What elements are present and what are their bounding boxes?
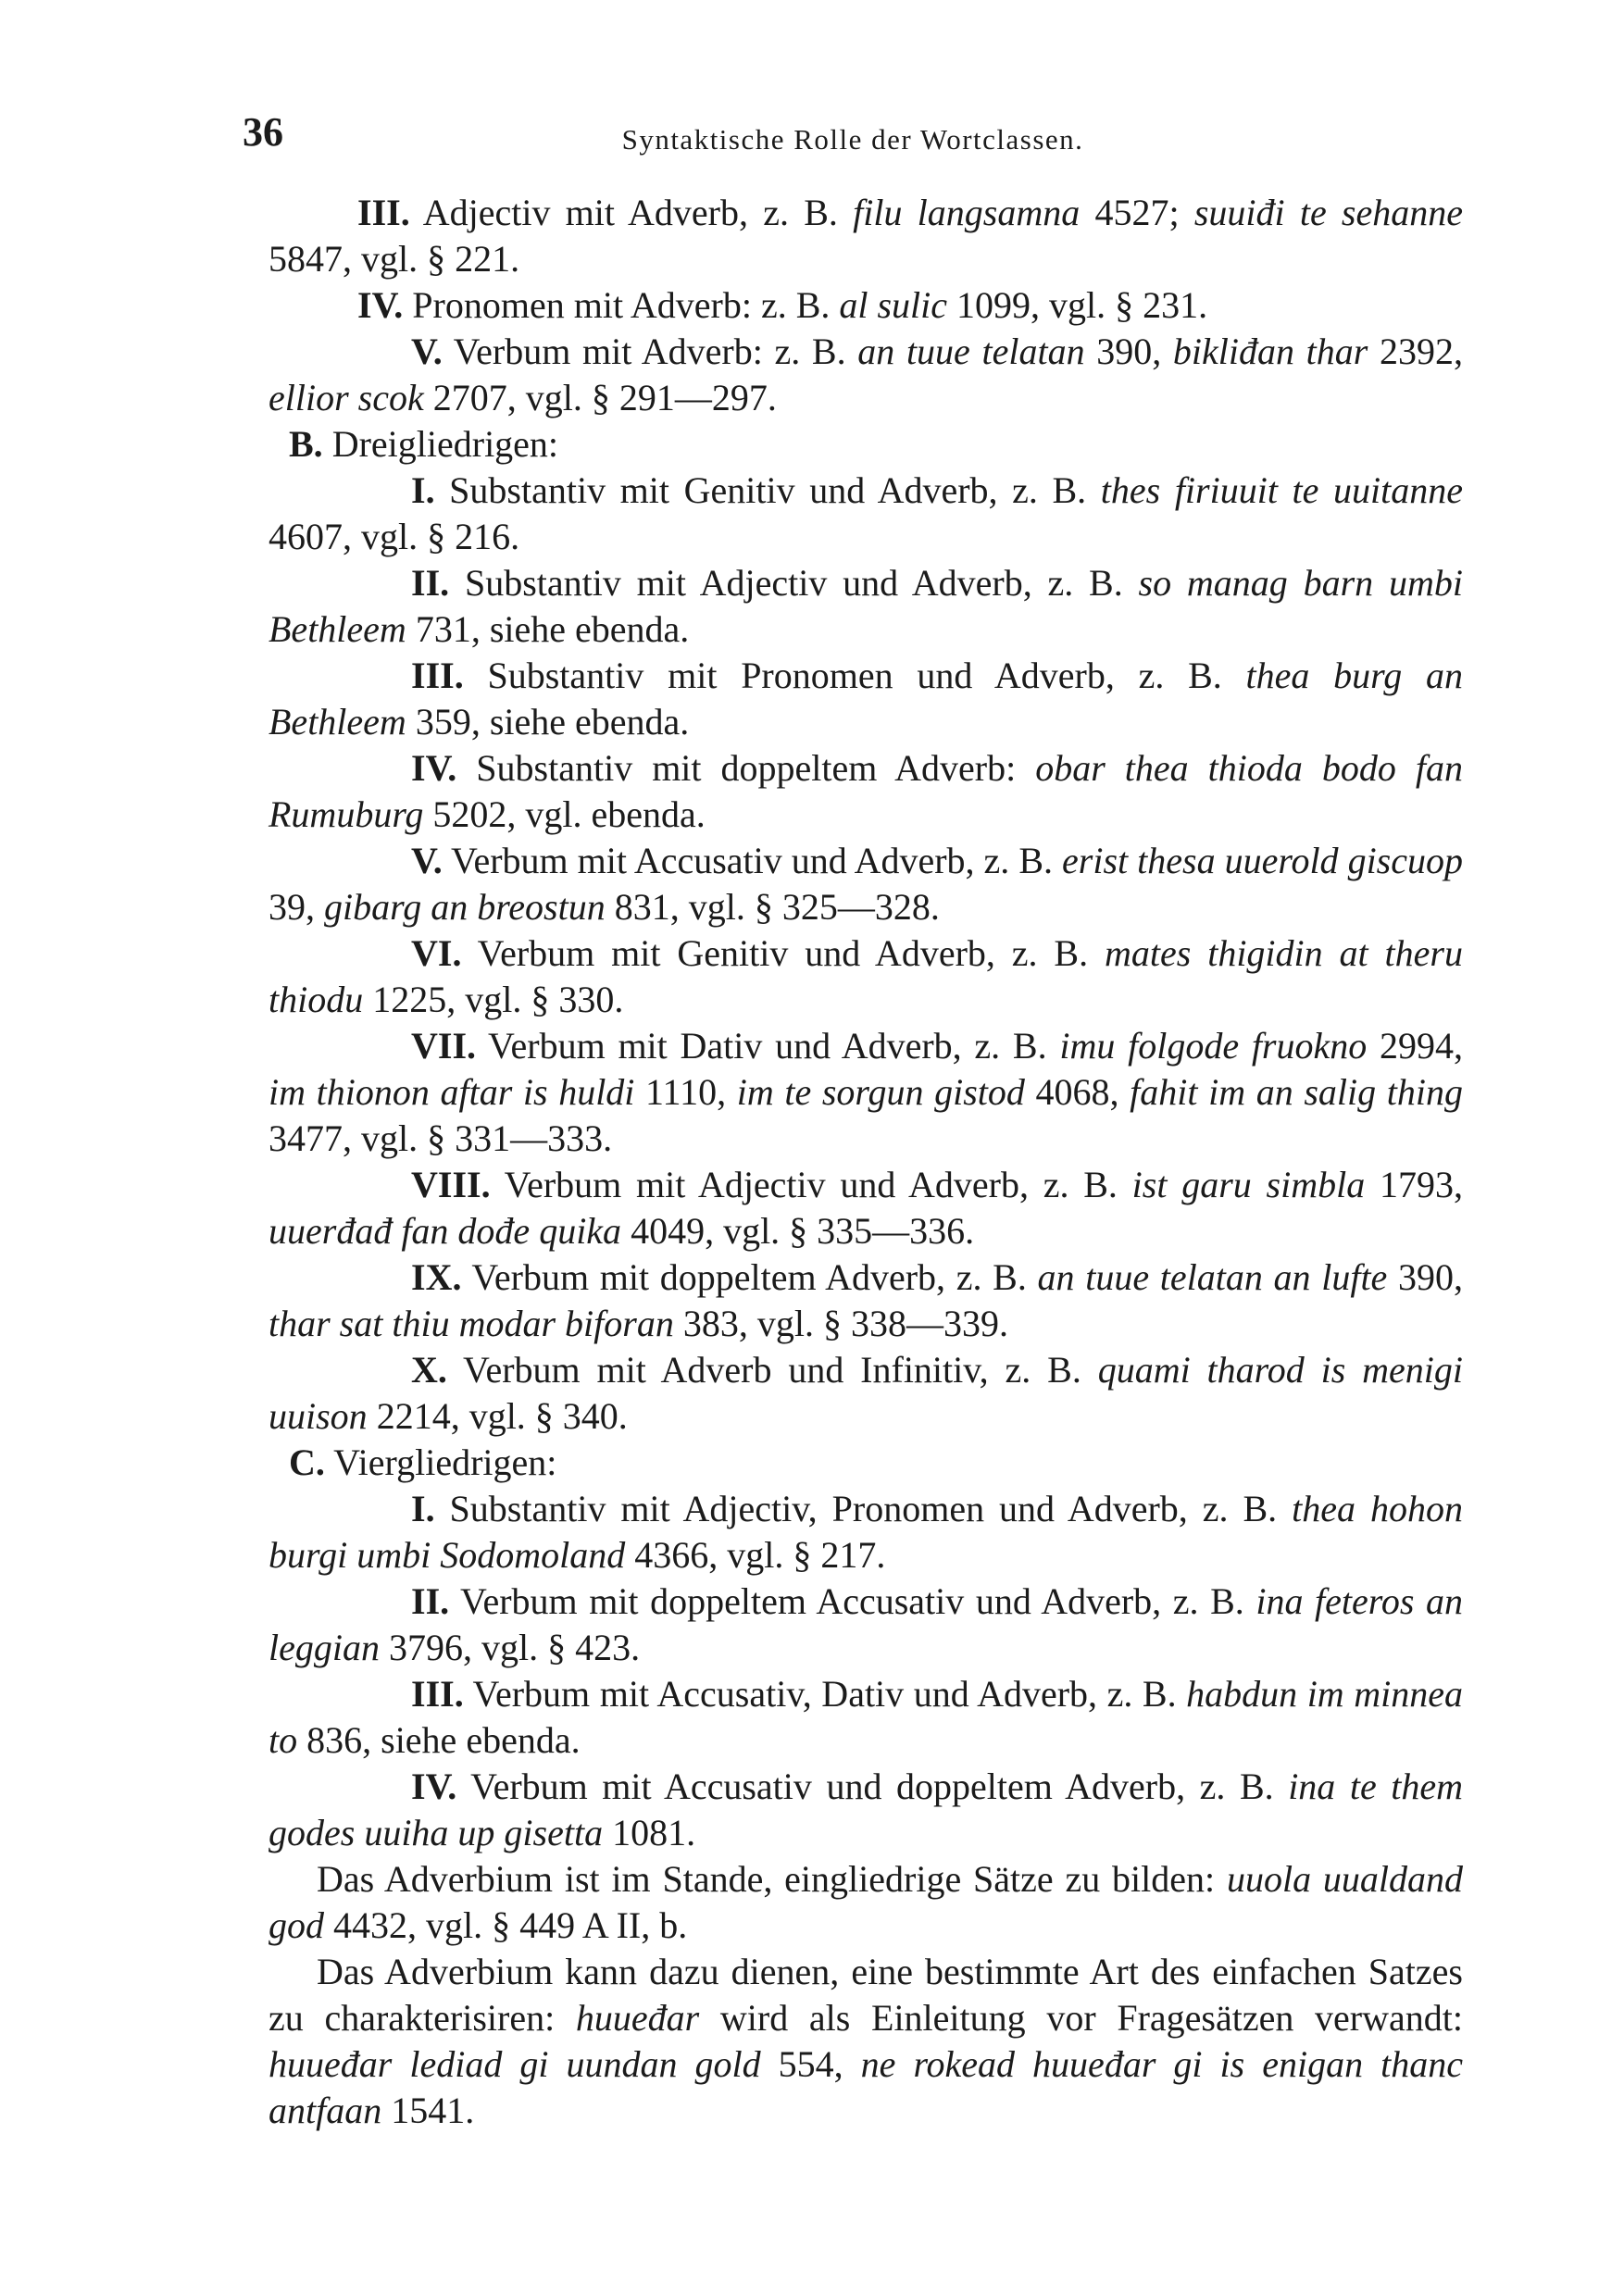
text: 731, siehe ebenda. <box>406 608 690 650</box>
text: Verbum mit Accusativ und Adverb, z. B. <box>442 840 1063 881</box>
section-letter: C. <box>289 1441 325 1483</box>
text: Substantiv mit Adjectiv, Pronomen und Adverb, z. B. <box>434 1488 1293 1529</box>
example: thar sat thiu modar biforan <box>269 1303 674 1344</box>
text: 1541. <box>381 2090 475 2131</box>
item-number: IV. <box>411 1766 457 1807</box>
text: Substantiv mit Genitiv und Adverb, z. B. <box>434 469 1101 511</box>
running-title: Syntaktische Rolle der Wortclassen. <box>621 123 1084 156</box>
item-number: III. <box>411 655 464 696</box>
item-number: I. <box>411 1488 435 1529</box>
item-number: V. <box>411 840 443 881</box>
section-heading-viergliedrigen <box>269 1440 1463 1486</box>
text: Substantiv mit doppeltem Adverb: <box>456 747 1036 789</box>
text: Das Adverbium kann dazu dienen, eine bestimmte Art des einfachen Satzes zu charakterisiren: <box>269 1951 1463 2039</box>
example: ellior scok <box>269 377 424 418</box>
paragraph-eingliedrige-saetze <box>269 1856 1463 1949</box>
text: 359, siehe ebenda. <box>406 701 690 742</box>
example: obar thea thioda bodo fan Rumuburg <box>269 747 1463 835</box>
item-number: VIII. <box>411 1164 491 1205</box>
example: an tuue telatan <box>857 331 1085 372</box>
text: 2707, vgl. § 291—297. <box>423 377 777 418</box>
item-number: III. <box>411 1673 464 1715</box>
example: fahit im an salig thing <box>1130 1071 1463 1113</box>
text: Verbum mit Dativ und Adverb, z. B. <box>476 1025 1060 1067</box>
text: 1081. <box>603 1812 696 1853</box>
item-number: I. <box>411 469 435 511</box>
text: 3796, vgl. § 423. <box>379 1627 641 1668</box>
text: 1225, vgl. § 330. <box>363 979 624 1020</box>
example: quami tharod is menigi uuison <box>269 1349 1463 1437</box>
section-heading-dreigliedrigen <box>269 421 1463 468</box>
paragraph-substantiv-adjectiv-adverb <box>269 560 1463 653</box>
paragraph-substantiv-adjectiv-pronomen-adverb <box>269 1486 1463 1578</box>
paragraph-substantiv-genitiv-adverb <box>269 468 1463 560</box>
text: 4068, <box>1024 1071 1131 1113</box>
text: Verbum mit Adverb und Infinitiv, z. B. <box>446 1349 1098 1391</box>
example: uuola uualdand god <box>269 1858 1463 1946</box>
text: 1099, vgl. § 231. <box>947 284 1208 326</box>
example: erist thesa uuerold giscuop <box>1062 840 1463 881</box>
item-number: VI. <box>411 932 462 974</box>
paragraph-verbum-adjectiv-adverb <box>269 1162 1463 1254</box>
item-number: IX. <box>411 1256 462 1298</box>
example: thea burg an Bethleem <box>269 655 1463 742</box>
text: 4049, vgl. § 335—336. <box>621 1210 975 1252</box>
paragraph-verbum-dativ-adverb <box>269 1023 1463 1162</box>
item-number: V. <box>411 331 443 372</box>
item-number: IV. <box>357 284 404 326</box>
text: 4607, vgl. § 216. <box>269 516 520 557</box>
example: ist garu simbla <box>1131 1164 1366 1205</box>
item-number: VII. <box>411 1025 477 1067</box>
paragraph-substantiv-doppeltem-adverb <box>269 745 1463 838</box>
example: gibarg an breostun <box>324 886 606 928</box>
paragraph-substantiv-pronomen-adverb <box>269 653 1463 745</box>
example: an tuue telatan an lufte <box>1037 1256 1388 1298</box>
text: 383, vgl. § 338—339. <box>673 1303 1008 1344</box>
text: Viergliedrigen: <box>324 1441 557 1483</box>
text: Verbum mit Accusativ und doppeltem Adverb, z. B. <box>456 1766 1289 1807</box>
text: 836, siehe ebenda. <box>297 1719 581 1761</box>
paragraph-verbum-adverb-infinitiv <box>269 1347 1463 1440</box>
example: suuiđi te sehanne <box>1193 192 1463 233</box>
text: 1793, <box>1365 1164 1463 1205</box>
paragraph-verbum-accusativ-doppeltem-adverb <box>269 1764 1463 1856</box>
text: Substantiv mit Adjectiv und Adverb, z. B. <box>449 562 1139 604</box>
text: 1110, <box>634 1071 737 1113</box>
paragraph-fragesaetze <box>269 1949 1463 2134</box>
page-body <box>269 190 1463 2134</box>
text: wird als Einleitung vor Fragesätzen verwandt: <box>699 1997 1463 2039</box>
text: 3477, vgl. § 331—333. <box>269 1117 613 1159</box>
text: Verbum mit Adverb: z. B. <box>442 331 858 372</box>
text: Substantiv mit Pronomen und Adverb, z. B. <box>463 655 1246 696</box>
text: 39, <box>269 886 324 928</box>
example: thea hohon burgi umbi Sodomoland <box>269 1488 1463 1576</box>
example: thes firiuuit te uuitanne <box>1100 469 1463 511</box>
example: ina feteros an leggian <box>269 1580 1464 1668</box>
page-header <box>243 109 1463 165</box>
example: so manag barn umbi Bethleem <box>269 562 1463 650</box>
text: 4527; <box>1080 192 1194 233</box>
text: 554, <box>760 2043 861 2085</box>
text: 390, <box>1387 1256 1464 1298</box>
text: Das Adverbium ist im Stande, eingliedrige Sätze zu bilden: <box>317 1858 1227 1900</box>
example: huueđar <box>575 1997 700 2039</box>
paragraph-verbum-doppeltem-adverb <box>269 1254 1463 1347</box>
paragraph-adjectiv-adverb <box>269 190 1463 282</box>
text: 2392, <box>1368 331 1464 372</box>
item-number: III. <box>357 192 410 233</box>
example: im te sorgun gistod <box>736 1071 1025 1113</box>
text: Verbum mit Accusativ, Dativ und Adverb, z. B. <box>463 1673 1187 1715</box>
item-number: II. <box>411 1580 450 1622</box>
text: Dreigliedrigen: <box>322 423 559 465</box>
example: mates thigidin at theru thiodu <box>269 932 1463 1020</box>
example: imu folgode fruokno <box>1059 1025 1368 1067</box>
example: huueđar lediad gi uundan gold <box>269 2043 761 2085</box>
text: 2994, <box>1367 1025 1464 1067</box>
example: habdun im minnea to <box>269 1673 1463 1761</box>
example: ne rokead huueđar gi is enigan thanc antfaan <box>269 2043 1463 2131</box>
example: ina te them godes uuiha up gisetta <box>269 1766 1464 1853</box>
text: 5847, vgl. § 221. <box>269 238 520 280</box>
text: Verbum mit Adjectiv und Adverb, z. B. <box>490 1164 1132 1205</box>
example: im thionon aftar is huldi <box>269 1071 635 1113</box>
text: Adjectiv mit Adverb, z. B. <box>409 192 854 233</box>
section-letter: B. <box>289 423 323 465</box>
text: 831, vgl. § 325—328. <box>605 886 940 928</box>
text: 4432, vgl. § 449 A II, b. <box>324 1904 688 1946</box>
page-number: 36 <box>243 109 283 155</box>
paragraph-verbum-accusativ-dativ-adverb <box>269 1671 1463 1764</box>
paragraph-pronomen-adverb <box>269 282 1463 329</box>
text: Verbum mit doppeltem Accusativ und Adverb, z. B. <box>449 1580 1256 1622</box>
item-number: II. <box>411 562 450 604</box>
example: al sulic <box>839 284 948 326</box>
paragraph-verbum-genitiv-adverb <box>269 930 1463 1023</box>
text: Verbum mit doppeltem Adverb, z. B. <box>461 1256 1038 1298</box>
text: 390, <box>1084 331 1173 372</box>
paragraph-verbum-doppeltem-accusativ-adverb <box>269 1578 1463 1671</box>
example: uuerđađ fan dođe quika <box>269 1210 622 1252</box>
example: bikliđan thar <box>1172 331 1368 372</box>
text: Verbum mit Genitiv und Adverb, z. B. <box>461 932 1105 974</box>
text: Pronomen mit Adverb: z. B. <box>403 284 840 326</box>
text: 2214, vgl. § 340. <box>367 1395 628 1437</box>
item-number: IV. <box>411 747 457 789</box>
example: filu langsamna <box>853 192 1081 233</box>
text: 5202, vgl. ebenda. <box>423 793 706 835</box>
paragraph-verbum-adverb <box>269 329 1463 421</box>
paragraph-verbum-accusativ-adverb <box>269 838 1463 930</box>
text: 4366, vgl. § 217. <box>625 1534 886 1576</box>
item-number: X. <box>411 1349 447 1391</box>
